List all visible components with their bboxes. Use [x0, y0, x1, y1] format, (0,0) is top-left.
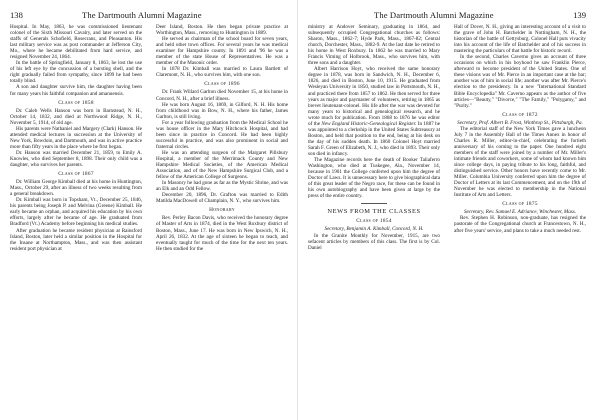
paragraph: After graduation he became resident physician at Rainsford Island, Boston, later held a similar position in the Hospital for the Insane at Northampton, Mass., and was then assistant resident port physician at: [10, 227, 142, 252]
paragraph: In the Granite Monthly for November, 1915, are two sefacent articles by members of this class. The first is by Col. Daniel: [308, 232, 440, 251]
paragraph: December 20, 1896, Dr. Grafton was married to Edith Matilda MacDowell of Champlain, N. Y., who survives him.: [156, 192, 288, 205]
paragraph: He was born August 16, 1869, in Gilford, N. H. His home from childhood was in Bow, N. H., where his father, James Garlton, is still living.: [156, 101, 288, 120]
paragraph: A son and daughter survive him, the daughter having been for many years his faithful companion and amanuensis.: [10, 84, 142, 97]
class-secretary: Secretary, Rev. Samuel E. Adriance, Winchester, Mass.: [463, 209, 577, 216]
running-header: [308, 8, 586, 22]
class-secretary: Secretary, Benjamin A. Kimball, Concord, N. H.: [324, 226, 424, 233]
section-heading: Class of 1858: [58, 99, 94, 106]
paragraph: He was an attending surgeon of the Margaret Pillsbury Hospital, a member of the Merrimack County and New Hampshire Medical Societies, of the American Medical Association, and of the New Hampshire Surgical Club, and a fellow of the American College of Surgeons.: [156, 149, 288, 181]
divider: [361, 203, 387, 204]
paragraph: In 1878 Dr. Kimball was married to Laura Bartlett of Claremont, N. H., who survives him, with one son.: [156, 66, 288, 79]
paragraph: [308, 66, 440, 157]
section-title: NEWS FROM THE CLASSES: [327, 208, 421, 216]
paragraph: Dr. Caleb Wells Hanson was born in Barnstead, N. H., October 14, 1832, and died at Northwood Ridge, N. H., November 5, 1914, of old age.: [10, 107, 142, 126]
paragraph: The editorial staff of the New York Times gave a luncheon July 7 in the Assembly Hall of the Times Annex in honor of Charles R. Miller, editor-in-chief, celebrating the fortieth anniversary of his coming to the paper. One hundred eight members of the staff were joined by a number of Mr. Miller's intimate friends and coworkers, some of whom had known him since college days, in paying tribute to his long, faithful, and distinguished service. Other honors have recently come to Mr. Miller. Columbia University conferred upon him the degree of Doctor of Letters at its last Commencement, and on the 19th of November he was elected to membership in the National Institute of Arts and Letters.: [454, 125, 586, 199]
paragraph: Hospital. In May, 1863, he was commissioned lieutenant colonel of the Sixth Missouri Cavalry, and later served on the staffs of Generals Schofield, Rosecrans, and Pleasanton. His last military service was as post commander at Jefferson City, Mo., where he became debilitated from hard service, and resigned November 24, 1864.: [10, 24, 142, 61]
paragraph: Dr. William George Kimball died at his home in Huntington, Mass., October 29, after an illness of two weeks resulting from a general breakdown.: [10, 179, 142, 198]
running-title: The Dartmouth Alumni Magazine: [374, 10, 494, 20]
running-header: [10, 8, 288, 22]
running-title: The Dartmouth Alumni Magazine: [82, 10, 202, 20]
paragraph: Dr. Kimball was born in Topsham, Vt., December 25, 1846, his parents being Joseph P. and Melvina (Greene) Kimball. He early became an orphan, and acquired his education by his own efforts, largely after he became of age. He graduated from Bradford (Vt.) Academy before beginning his medical studies.: [10, 197, 142, 228]
paragraph: Deer Island, Boston. He then began private practice at Worthington, Mass., removing to Huntington in 1889.: [156, 24, 288, 37]
section-heading: Class of 1875: [502, 201, 538, 208]
paragraph: In the second, Charles Caverno gives an account of three occasions on which in his boyhood he saw Franklin Pierce, afterward to become president of the United States. One of these visions was of Mr. Pierce in an important case at the bar; another was of him in social life; another was after Mr. Pierce's election to the presidency. In a new "International Standard Bible Encyclopedia" Mr. Caverno appears as the author of five articles—"Beauty," "Divorce," "The Family," "Polygamy," and "Purity.": [454, 54, 586, 109]
paragraph: ministry at Andover Seminary, graduating in 1864, and subsequently occupied Congregational churches as follows: Sharon, Mass., 1862-7; Hyde Park, Mass., 1867-82; Central church, Dorchester, Mass., 1882-9. At the last date he retired to his home in West Roxbury. In 1862 he was married to Mary Francis Viming of Holbrook, Mass., who survives him, with three sons and a daughter.: [308, 24, 440, 67]
section-heading: Class of 1854: [356, 218, 392, 225]
paragraph: The Magazine records here the death of Booker Taliaferro Washington, who died at Tuskegee, Ala., November 14, because in 1901 the College conferred upon him the degree of Doctor of Laws. It is unnecessary here to give biographical data of this great leader of the Negro race, for these can be found in his own autobiography and have been given at large by the press of the entire country.: [308, 157, 440, 200]
page-number: 139: [573, 10, 586, 20]
paragraph-text: In 1887 he was appointed to a clerkship in the United States Subtreasury at Boston, and held that position to the end, being at his desk on the day of his sudden death. In 1860 Colonel Hoyt married Sarah F. Green of Elizabeth, N. J., who died in 1893. Their only son died in infancy.: [308, 120, 440, 157]
paragraph: Dr. Hanson was married December 21, 1859, to Emily A. Knowles, who died September 8, 1898. Their only child was a daughter, who survives her parents.: [10, 149, 142, 169]
paragraph: For a year following graduation from the Medical School he was house officer in the Mary Hitchcock Hospital, and had been since in practice in Concord. He had been highly successful in practice, and was also prominent in social and fraternal circles.: [156, 119, 288, 150]
class-secretary: Secretary, Prof. Albert B. Frost, Winthrop St., Pittsburgh, Pa.: [457, 119, 583, 126]
paragraph: Dr. Frank Willard Garlton died November 15, at his home in Concord, N. H., after a brief illness.: [156, 89, 288, 102]
paragraph: Rev. Perley Bacon Davis, who received the honorary degree of Master of Arts in 1874, died in the West Roxbury district of Boston, Mass., June 17. He was born in New Ipswich, N. H., April 26, 1832. At the age of sixteen he began to teach, and eventually taught for much of the time for the next ten years. He then studied for the: [156, 215, 288, 252]
right-page: [298, 0, 596, 420]
paragraph: Hall of Dover, N. H., giving an interesting account of a visit to the grave of John H. Batchelder in Nottingham, N. H., the historian of the battle of Gettysburg. Colonel Hall puts vivacity into his account of the life of Batchelder and of his success in mastering the particulars of that battle for historic record.: [454, 24, 586, 55]
section-heading: Class of 1896: [204, 81, 240, 88]
section-heading: Class of 1867: [58, 171, 94, 178]
paragraph: He served as chairman of the school board for seven years, and held other town offices. For several years he was medical examiner for Hampshire county. In 1891 and '96 he was a member of the state House of Representatives. He was a member of the Masonic order.: [156, 36, 288, 67]
paragraph-text: Albert Harrison Hoyt, who received the same honorary degree in 1878, was born in Sandwich, N. H., December 6, 1826, and died in Boston, June 10, 1915. He graduated from Wesleyan University in 1850, studied law in Portsmouth, N. H., and practiced there from 1857 to 1862. He then served for three years as major and paymaster of volunteers, retiring in 1865 as brevet lieutenant-colonel. His life after the war was devoted for many years to historical and genealogical research, and he wrote much for publication. From 1868 to 1876 he was editor of the: [308, 66, 440, 127]
text-column-2: [454, 24, 586, 234]
section-heading: Class of 1872: [502, 111, 538, 118]
text-column-1: [10, 24, 142, 252]
paragraph: His parents were Nathaniel and Margery (Clark) Hanson. He attended medical lectures in succession at the University of New York, Bowdoin, and Dartmouth, and was in active practice more than fifty years in the place where he first began.: [10, 125, 142, 150]
page-number: 138: [10, 10, 23, 20]
publication-title: New England Historic-Genealogical Register.: [321, 120, 417, 127]
section-heading: Honorary: [209, 207, 235, 214]
text-column-1: [308, 24, 440, 251]
paragraph: In Masonry he had gone as far as the Mystic Shrine, and was an Elk and an Odd Fellow.: [156, 180, 288, 193]
paragraph: In the battle of Springfield, January 8, 1863, he lost the use of his left eye by the concussion of a bursting shell, and the right gradually failed from sympathy, since 1899 he had been totally blind.: [10, 60, 142, 85]
text-column-2: [156, 24, 288, 252]
paragraph: Rev. Stephen H. Robinson, non-graduate, has resigned the pastorate of the Congregational church at Francestown, N. H., after five years' service, and plans to take a much needed rest.: [454, 215, 586, 234]
